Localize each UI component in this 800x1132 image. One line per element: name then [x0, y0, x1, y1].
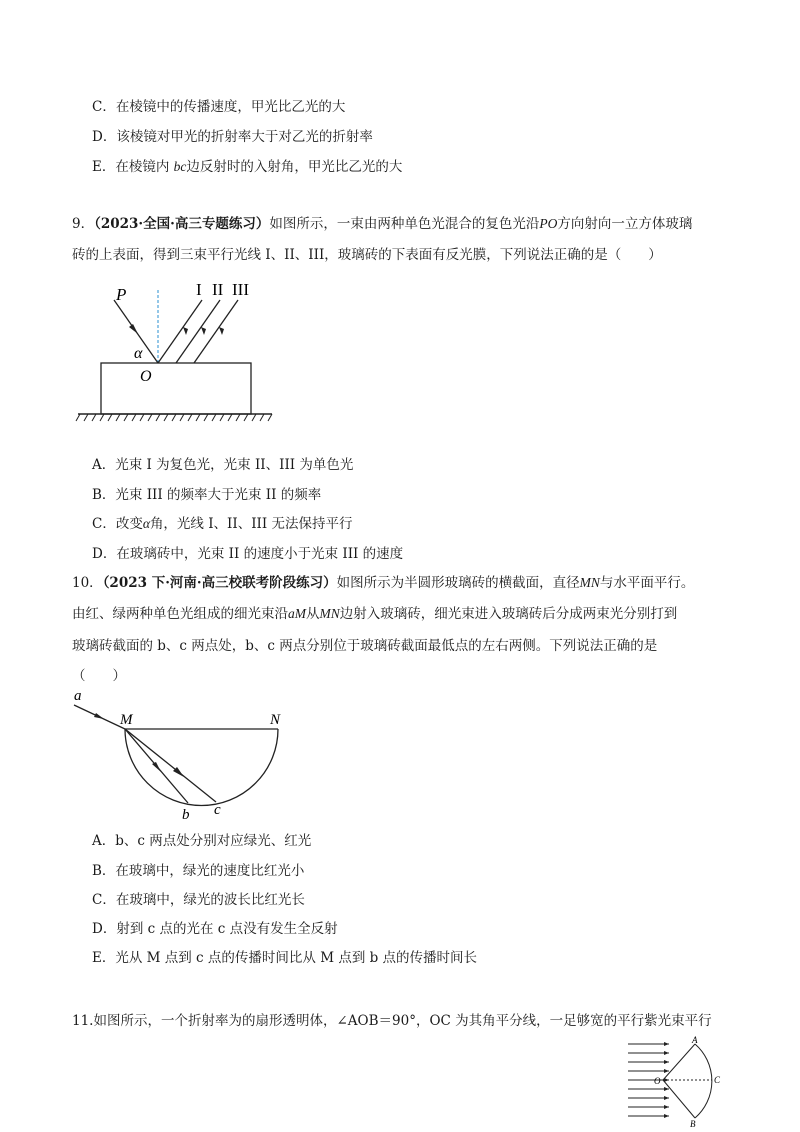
label-n: N	[270, 712, 281, 728]
semicircle-glass	[125, 729, 278, 806]
q9-figure	[76, 278, 276, 423]
label-m: M	[120, 712, 133, 728]
label-a: a	[74, 688, 82, 704]
label-o-sector: O	[654, 1076, 661, 1086]
q10-stem-line2: 由红、绿两种单色光组成的细光束沿aM从MN边射入玻璃砖，细光束进入玻璃砖后分成两束光分别打到	[72, 606, 678, 622]
q10-stem-line1: 10．（2023 下·河南·高三校联考阶段练习）如图所示为半圆形玻璃砖的横截面，直径MN与水平面平行。	[72, 575, 695, 591]
q11-figure	[625, 1036, 740, 1128]
label-beam-1: I	[196, 280, 202, 299]
q11-stem: 11.如图所示，一个折射率为的扇形透明体，∠AOB＝90°，OC 为其角平分线，一足够宽的平行紫光束平行	[72, 1013, 712, 1029]
q10-option-b: B．在玻璃中，绿光的速度比红光小	[92, 863, 305, 879]
label-p: P	[116, 285, 127, 304]
q9-stem-line1: 9．（2023·全国·高三专题练习）如图所示，一束由两种单色光混合的复色光沿PO方向射向一立方体玻璃	[72, 216, 693, 232]
q10-stem-line4: （ ）	[72, 668, 126, 684]
q10-figure	[70, 688, 290, 823]
label-b-sector: B	[690, 1119, 696, 1129]
q8-option-c: C．在棱镜中的传播速度，甲光比乙光的大	[92, 99, 346, 115]
glass-block	[101, 363, 251, 414]
label-a-sector: A	[692, 1035, 698, 1045]
label-beam-3: III	[232, 280, 249, 299]
q9-stem-line2: 砖的上表面，得到三束平行光线 I、II、III，玻璃砖的下表面有反光膜，下列说法正确的是（ ）	[72, 247, 662, 263]
label-o: O	[140, 368, 152, 385]
q10-option-c: C．在玻璃中，绿光的波长比红光长	[92, 892, 305, 908]
q10-stem-line3: 玻璃砖截面的 b、c 两点处，b、c 两点分别位于玻璃砖截面最低点的左右两侧。下列说法正确的是	[72, 638, 658, 654]
label-beam-2: II	[212, 280, 224, 299]
q10-option-e: E．光从 M 点到 c 点的传播时间比从 M 点到 b 点的传播时间长	[92, 950, 478, 966]
q8-option-d: D．该棱镜对甲光的折射率大于对乙光的折射率	[92, 129, 373, 145]
label-c-sector: C	[714, 1075, 721, 1085]
label-alpha: α	[134, 345, 143, 362]
label-c: c	[214, 802, 221, 818]
q9-option-c: C．改变α角，光线 I、II、III 无法保持平行	[92, 516, 353, 532]
q10-option-a: A．b、c 两点处分别对应绿光、红光	[92, 833, 312, 849]
q10-option-d: D．射到 c 点的光在 c 点没有发生全反射	[92, 921, 338, 937]
label-b: b	[182, 807, 190, 823]
q9-option-d: D．在玻璃砖中，光束 II 的速度小于光束 III 的速度	[92, 546, 404, 562]
q8-option-e: E．在棱镜内 bc边反射时的入射角，甲光比乙光的大	[92, 159, 403, 175]
q9-option-b: B．光束 III 的频率大于光束 II 的频率	[92, 487, 322, 503]
q9-option-a: A．光束 I 为复色光，光束 II、III 为单色光	[92, 457, 354, 473]
